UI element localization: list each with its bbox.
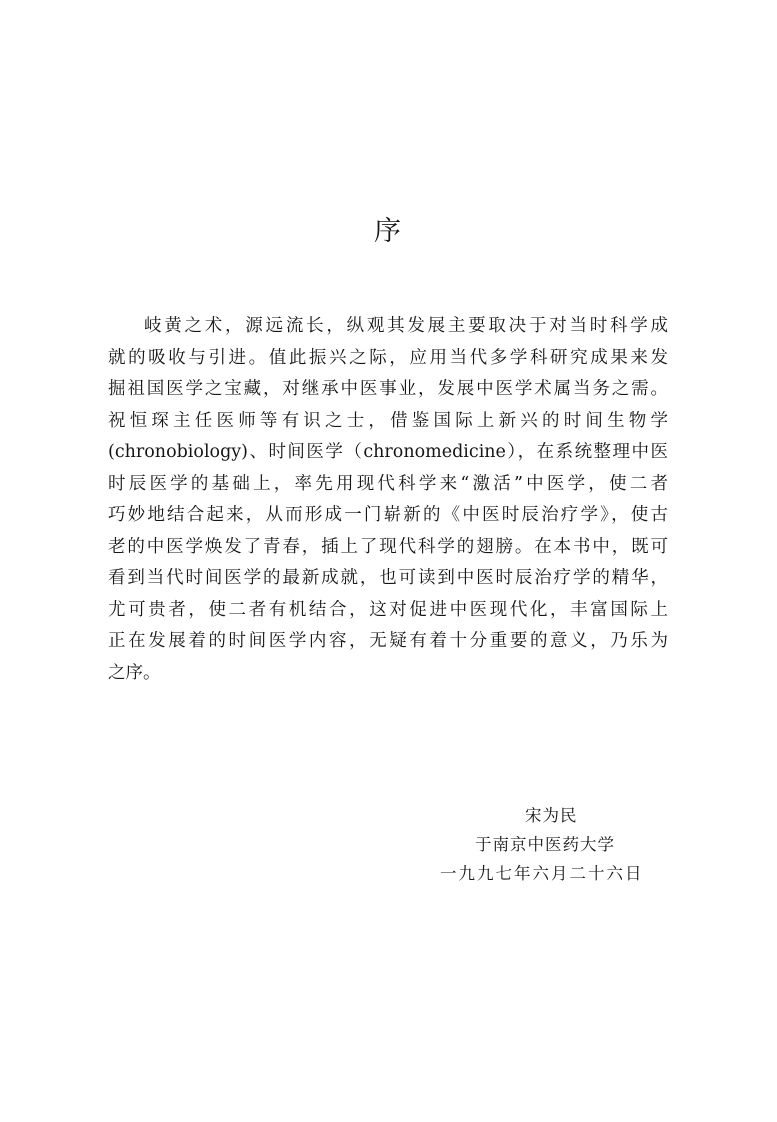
preface-line: 时辰医学的基础上，率先用现代科学来“激活”中医学，使二者 — [108, 473, 668, 494]
preface-line: 尤可贵者，使二者有机结合，这对促进中医现代化，丰富国际上 — [108, 599, 668, 620]
signature-date: 一九九七年六月二十六日 — [440, 864, 644, 883]
preface-line: 老的中医学焕发了青春，插上了现代科学的翅膀。在本书中，既可 — [108, 536, 668, 557]
preface-line: (chronobiology)、时间医学（chronomedicine），在系统整理中医 — [108, 442, 668, 462]
preface-line: 巧妙地结合起来，从而形成一门崭新的《中医时辰治疗学》，使古 — [108, 505, 668, 525]
signature-place: 于南京中医药大学 — [475, 835, 615, 854]
signature-author: 宋为民 — [525, 806, 578, 825]
preface-body — [108, 311, 668, 689]
signature-block — [440, 801, 680, 888]
preface-line: 就的吸收与引进。值此振兴之际，应用当代多学科研究成果来发 — [108, 347, 668, 368]
preface-line: 之序。 — [108, 662, 161, 683]
preface-line: 正在发展着的时间医学内容，无疑有着十分重要的意义，乃乐为 — [108, 631, 668, 651]
preface-line: 岐黄之术，源远流长，纵观其发展主要取决于对当时科学成 — [144, 316, 668, 336]
preface-line: 掘祖国医学之宝藏，对继承中医事业，发展中医学术属当务之需。 — [108, 379, 668, 399]
preface-line: 看到当代时间医学的最新成就，也可读到中医时辰治疗学的精华， — [108, 568, 668, 588]
preface-line: 祝恒琛主任医师等有识之士，借鉴国际上新兴的时间生物学 — [108, 410, 668, 431]
page-title: 序 — [374, 216, 403, 247]
